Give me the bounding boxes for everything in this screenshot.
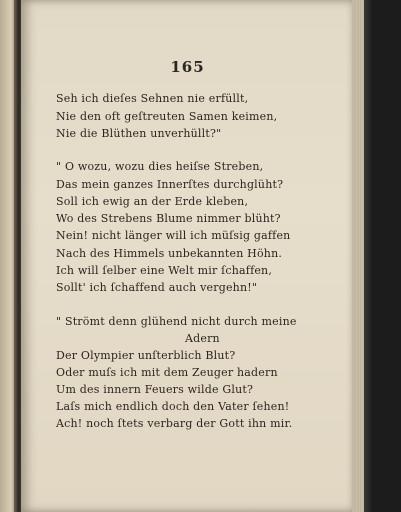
page-block-edge [352,0,364,512]
poem-line-continuation: Adern [185,332,220,345]
poem-line: Wo des Strebens Blume nimmer blüht? [56,212,281,225]
poem-line: Nach des Himmels unbekannten Höhn. [56,247,283,260]
poem-line: Oder muſs ich mit dem Zeuger hadern [56,366,278,379]
poem-line: Das mein ganzes Innerſtes durchglüht? [56,178,284,191]
poem-line: " O wozu, wozu dies heiſse Streben, [56,160,264,173]
poem-line: Ach! noch ſtets verbarg der Gott ihn mir. [56,417,293,430]
poem-line: Laſs mich endlich doch den Vater ſehen! [56,400,290,413]
poem-line: Nein! nicht länger will ich müſsig gaffen [56,229,291,242]
poem-line: Nie die Blüthen unverhüllt?" [56,127,222,140]
poem-line: Nie den oft geſtreuten Samen keimen, [56,110,278,123]
poem-line: Seh ich dieſes Sehnen nie erfüllt, [56,92,249,105]
poem-line: Sollt' ich ſchaffend auch vergehn!" [56,281,258,294]
poem-line: Der Olympier unſterblich Blut? [56,349,236,362]
poem-line: Ich will ſelber eine Welt mir ſchaffen, [56,264,273,277]
poem-line: Um des innern Feuers wilde Glut? [56,383,254,396]
book-cover-edge [364,0,374,512]
page-number: 165 [170,58,205,76]
poem-line: " Strömt denn glühend nicht durch meine [56,315,297,328]
book-page [21,0,354,512]
poem-line: Soll ich ewig an der Erde kleben, [56,195,249,208]
